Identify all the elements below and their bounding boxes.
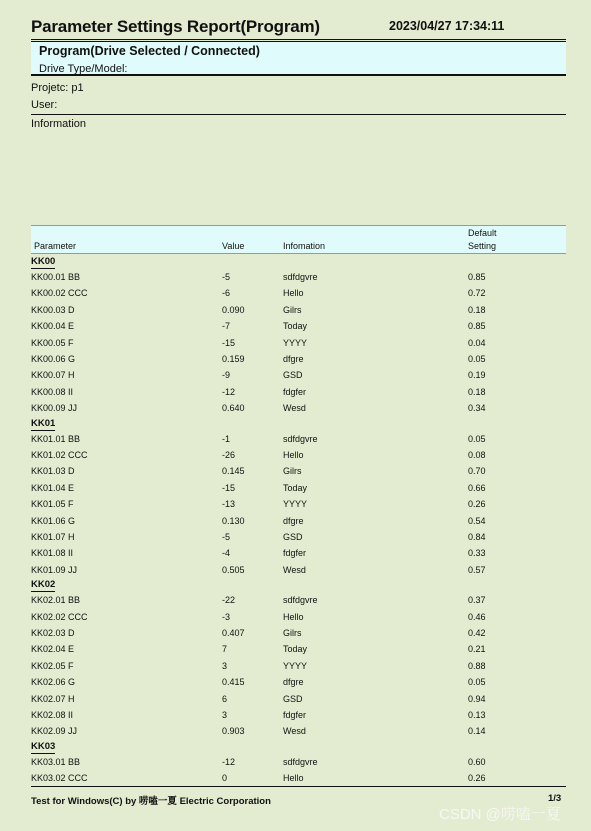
- table-row: [31, 401, 566, 417]
- cell-parameter: KK00.05 F: [31, 337, 74, 348]
- cell-parameter: KK01.03 D: [31, 466, 75, 477]
- cell-parameter: KK03.01 BB: [31, 756, 81, 767]
- cell-default: 0.84: [468, 532, 486, 542]
- table-row: [31, 514, 566, 530]
- cell-default: 0.19: [468, 370, 486, 381]
- header-information: Infomation: [283, 241, 326, 251]
- cell-parameter: KK02.07 H: [31, 693, 75, 704]
- table-row: [31, 642, 566, 658]
- cell-value: -26: [222, 450, 236, 460]
- cell-value: 0: [222, 773, 228, 784]
- cell-default: 0.08: [468, 450, 486, 460]
- cell-parameter: KK01.01 BB: [31, 433, 81, 444]
- cell-information: sdfdgvre: [283, 433, 318, 444]
- table-row: [31, 432, 566, 448]
- cell-parameter: KK01.02 CCC: [31, 450, 88, 460]
- group-header: [31, 418, 55, 432]
- cell-information: Hello: [283, 450, 304, 460]
- cell-information: fdgfer: [283, 548, 307, 559]
- table-row: [31, 771, 566, 786]
- cell-default: 0.85: [468, 321, 486, 332]
- cell-parameter: KK02.01 BB: [31, 595, 81, 606]
- footer-copyright: Test for Windows(C) by 唠嗑一夏 Electric Corporation: [31, 796, 271, 807]
- table-row: [31, 481, 566, 497]
- table-row: [31, 464, 566, 480]
- table-row: [31, 448, 566, 464]
- table-row: [31, 692, 566, 708]
- cell-default: 0.57: [468, 564, 486, 575]
- cell-value: -3: [222, 611, 231, 622]
- cell-value: 7: [222, 644, 228, 655]
- header-default-line2: Setting: [468, 241, 497, 251]
- cell-default: 0.70: [468, 466, 486, 477]
- cell-parameter: KK01.09 JJ: [31, 564, 78, 575]
- cell-default: 0.54: [468, 515, 486, 526]
- cell-information: YYYY: [283, 499, 308, 510]
- cell-information: Gilrs: [283, 466, 302, 477]
- project-label: Projetc: p1: [31, 82, 84, 94]
- cell-information: Gilrs: [283, 304, 302, 315]
- cell-value: 0.159: [222, 354, 245, 364]
- cell-default: 0.60: [468, 756, 486, 767]
- cell-default: 0.42: [468, 628, 486, 638]
- cell-default: 0.88: [468, 660, 486, 671]
- cell-default: 0.13: [468, 710, 486, 720]
- cell-parameter: KK02.03 D: [31, 628, 75, 638]
- cell-value: -6: [222, 288, 231, 299]
- report-title: Parameter Settings Report(Program): [31, 17, 320, 36]
- cell-parameter: KK00.03 D: [31, 304, 75, 315]
- cell-value: -7: [222, 321, 231, 332]
- cell-default: 0.66: [468, 482, 486, 493]
- cell-information: GSD: [283, 370, 303, 381]
- cell-value: -9: [222, 370, 231, 381]
- cell-value: 0.407: [222, 628, 245, 638]
- cell-information: sdfdgvre: [283, 756, 318, 767]
- table-row: [31, 675, 566, 691]
- cell-parameter: KK01.07 H: [31, 532, 75, 542]
- cell-default: 0.18: [468, 386, 486, 397]
- table-row: [31, 708, 566, 724]
- cell-default: 0.05: [468, 354, 486, 364]
- cell-default: 0.26: [468, 499, 486, 510]
- header-parameter: Parameter: [34, 241, 77, 251]
- table-row: [31, 368, 566, 384]
- cell-parameter: KK02.05 F: [31, 660, 74, 671]
- cell-information: Hello: [283, 611, 304, 622]
- cell-value: -5: [222, 272, 231, 282]
- cell-information: Hello: [283, 288, 304, 299]
- table-row: [31, 530, 566, 546]
- table-header: [31, 225, 566, 254]
- table-row: [31, 593, 566, 609]
- cell-value: 0.505: [222, 564, 245, 575]
- table-row: [31, 352, 566, 368]
- table-row: [31, 626, 566, 642]
- cell-value: 0.903: [222, 726, 245, 737]
- table-row: [31, 755, 566, 771]
- cell-default: 0.37: [468, 595, 486, 606]
- cell-parameter: KK01.08 II: [31, 548, 74, 559]
- watermark: CSDN @唠嗑一夏: [439, 806, 561, 823]
- cell-default: 0.05: [468, 433, 486, 444]
- cell-parameter: KK00.08 II: [31, 386, 74, 397]
- group-name: KK02: [31, 579, 56, 591]
- cell-default: 0.46: [468, 611, 486, 622]
- group-name: KK03: [31, 740, 56, 752]
- group-header: [31, 741, 55, 755]
- cell-default: 0.04: [468, 337, 486, 348]
- cell-information: GSD: [283, 693, 303, 704]
- cell-parameter: KK00.06 G: [31, 354, 76, 364]
- cell-information: fdgfer: [283, 710, 307, 720]
- table-row: [31, 336, 566, 352]
- cell-default: 0.05: [468, 677, 486, 688]
- program-box: [31, 41, 566, 76]
- meta-divider: [31, 114, 566, 115]
- cell-value: 3: [222, 660, 228, 671]
- cell-parameter: KK00.01 BB: [31, 272, 81, 282]
- cell-value: 6: [222, 693, 228, 704]
- cell-information: dfgre: [283, 515, 304, 526]
- cell-information: Wesd: [283, 403, 306, 414]
- program-title: Program(Drive Selected / Connected): [39, 44, 260, 58]
- cell-default: 0.94: [468, 693, 486, 704]
- cell-value: -15: [222, 337, 236, 348]
- cell-information: fdgfer: [283, 386, 307, 397]
- cell-information: sdfdgvre: [283, 272, 318, 282]
- cell-information: Today: [283, 321, 308, 332]
- cell-default: 0.85: [468, 272, 486, 282]
- cell-default: 0.34: [468, 403, 486, 414]
- cell-parameter: KK01.06 G: [31, 515, 76, 526]
- cell-parameter: KK02.06 G: [31, 677, 76, 688]
- cell-default: 0.72: [468, 288, 486, 299]
- cell-information: YYYY: [283, 660, 308, 671]
- table-row: [31, 724, 566, 740]
- header-value: Value: [222, 241, 245, 251]
- cell-parameter: KK00.04 E: [31, 321, 75, 332]
- report-header: [31, 17, 566, 39]
- table-row: [31, 546, 566, 562]
- table-row: [31, 563, 566, 579]
- header-default-line1: Default: [468, 228, 497, 238]
- report-datetime: 2023/04/27 17:34:11: [389, 19, 505, 33]
- group-name: KK01: [31, 417, 56, 429]
- cell-parameter: KK03.02 CCC: [31, 773, 88, 784]
- cell-value: -12: [222, 756, 236, 767]
- information-label: Information: [31, 118, 87, 130]
- cell-parameter: KK00.02 CCC: [31, 288, 88, 299]
- page-number: 1/3: [548, 793, 562, 804]
- cell-information: Wesd: [283, 726, 306, 737]
- cell-value: -15: [222, 482, 236, 493]
- cell-information: dfgre: [283, 677, 304, 688]
- group-name: KK00: [31, 256, 56, 267]
- cell-value: -12: [222, 386, 236, 397]
- cell-value: 0.640: [222, 403, 245, 414]
- cell-information: sdfdgvre: [283, 595, 318, 606]
- cell-value: 3: [222, 710, 228, 720]
- cell-information: YYYY: [283, 337, 308, 348]
- cell-parameter: KK01.04 E: [31, 482, 75, 493]
- cell-information: GSD: [283, 532, 303, 542]
- cell-default: 0.26: [468, 773, 486, 784]
- cell-information: Today: [283, 644, 308, 655]
- cell-parameter: KK02.09 JJ: [31, 726, 78, 737]
- cell-information: dfgre: [283, 354, 304, 364]
- cell-value: -22: [222, 595, 236, 606]
- cell-parameter: KK02.04 E: [31, 644, 75, 655]
- cell-information: Gilrs: [283, 628, 302, 638]
- cell-parameter: KK02.02 CCC: [31, 611, 88, 622]
- cell-default: 0.21: [468, 644, 486, 655]
- cell-value: 0.415: [222, 677, 245, 688]
- cell-information: Hello: [283, 773, 304, 784]
- cell-value: -13: [222, 499, 236, 510]
- cell-default: 0.14: [468, 726, 486, 737]
- table-row: [31, 385, 566, 401]
- cell-parameter: KK00.07 H: [31, 370, 75, 381]
- cell-value: -5: [222, 532, 231, 542]
- group-header: [31, 579, 55, 593]
- cell-value: 0.130: [222, 515, 245, 526]
- cell-value: -1: [222, 433, 231, 444]
- cell-default: 0.18: [468, 304, 486, 315]
- cell-value: 0.090: [222, 304, 245, 315]
- drive-type-label: Drive Type/Model:: [39, 63, 128, 75]
- table-row: [31, 303, 566, 319]
- footer-divider: [31, 786, 566, 787]
- user-label: User:: [31, 99, 58, 111]
- cell-parameter: KK00.09 JJ: [31, 403, 78, 414]
- cell-default: 0.33: [468, 548, 486, 559]
- table-row: [31, 319, 566, 335]
- table-row: [31, 659, 566, 675]
- table-row: [31, 286, 566, 302]
- table-row: [31, 270, 566, 286]
- cell-value: 0.145: [222, 466, 245, 477]
- cell-information: Today: [283, 482, 308, 493]
- cell-parameter: KK02.08 II: [31, 710, 74, 720]
- cell-value: -4: [222, 548, 231, 559]
- group-header: [31, 256, 55, 270]
- cell-information: Wesd: [283, 564, 306, 575]
- cell-parameter: KK01.05 F: [31, 499, 74, 510]
- header-divider: [31, 39, 566, 40]
- table-row: [31, 610, 566, 626]
- parameter-table-body: [31, 256, 566, 786]
- table-row: [31, 497, 566, 513]
